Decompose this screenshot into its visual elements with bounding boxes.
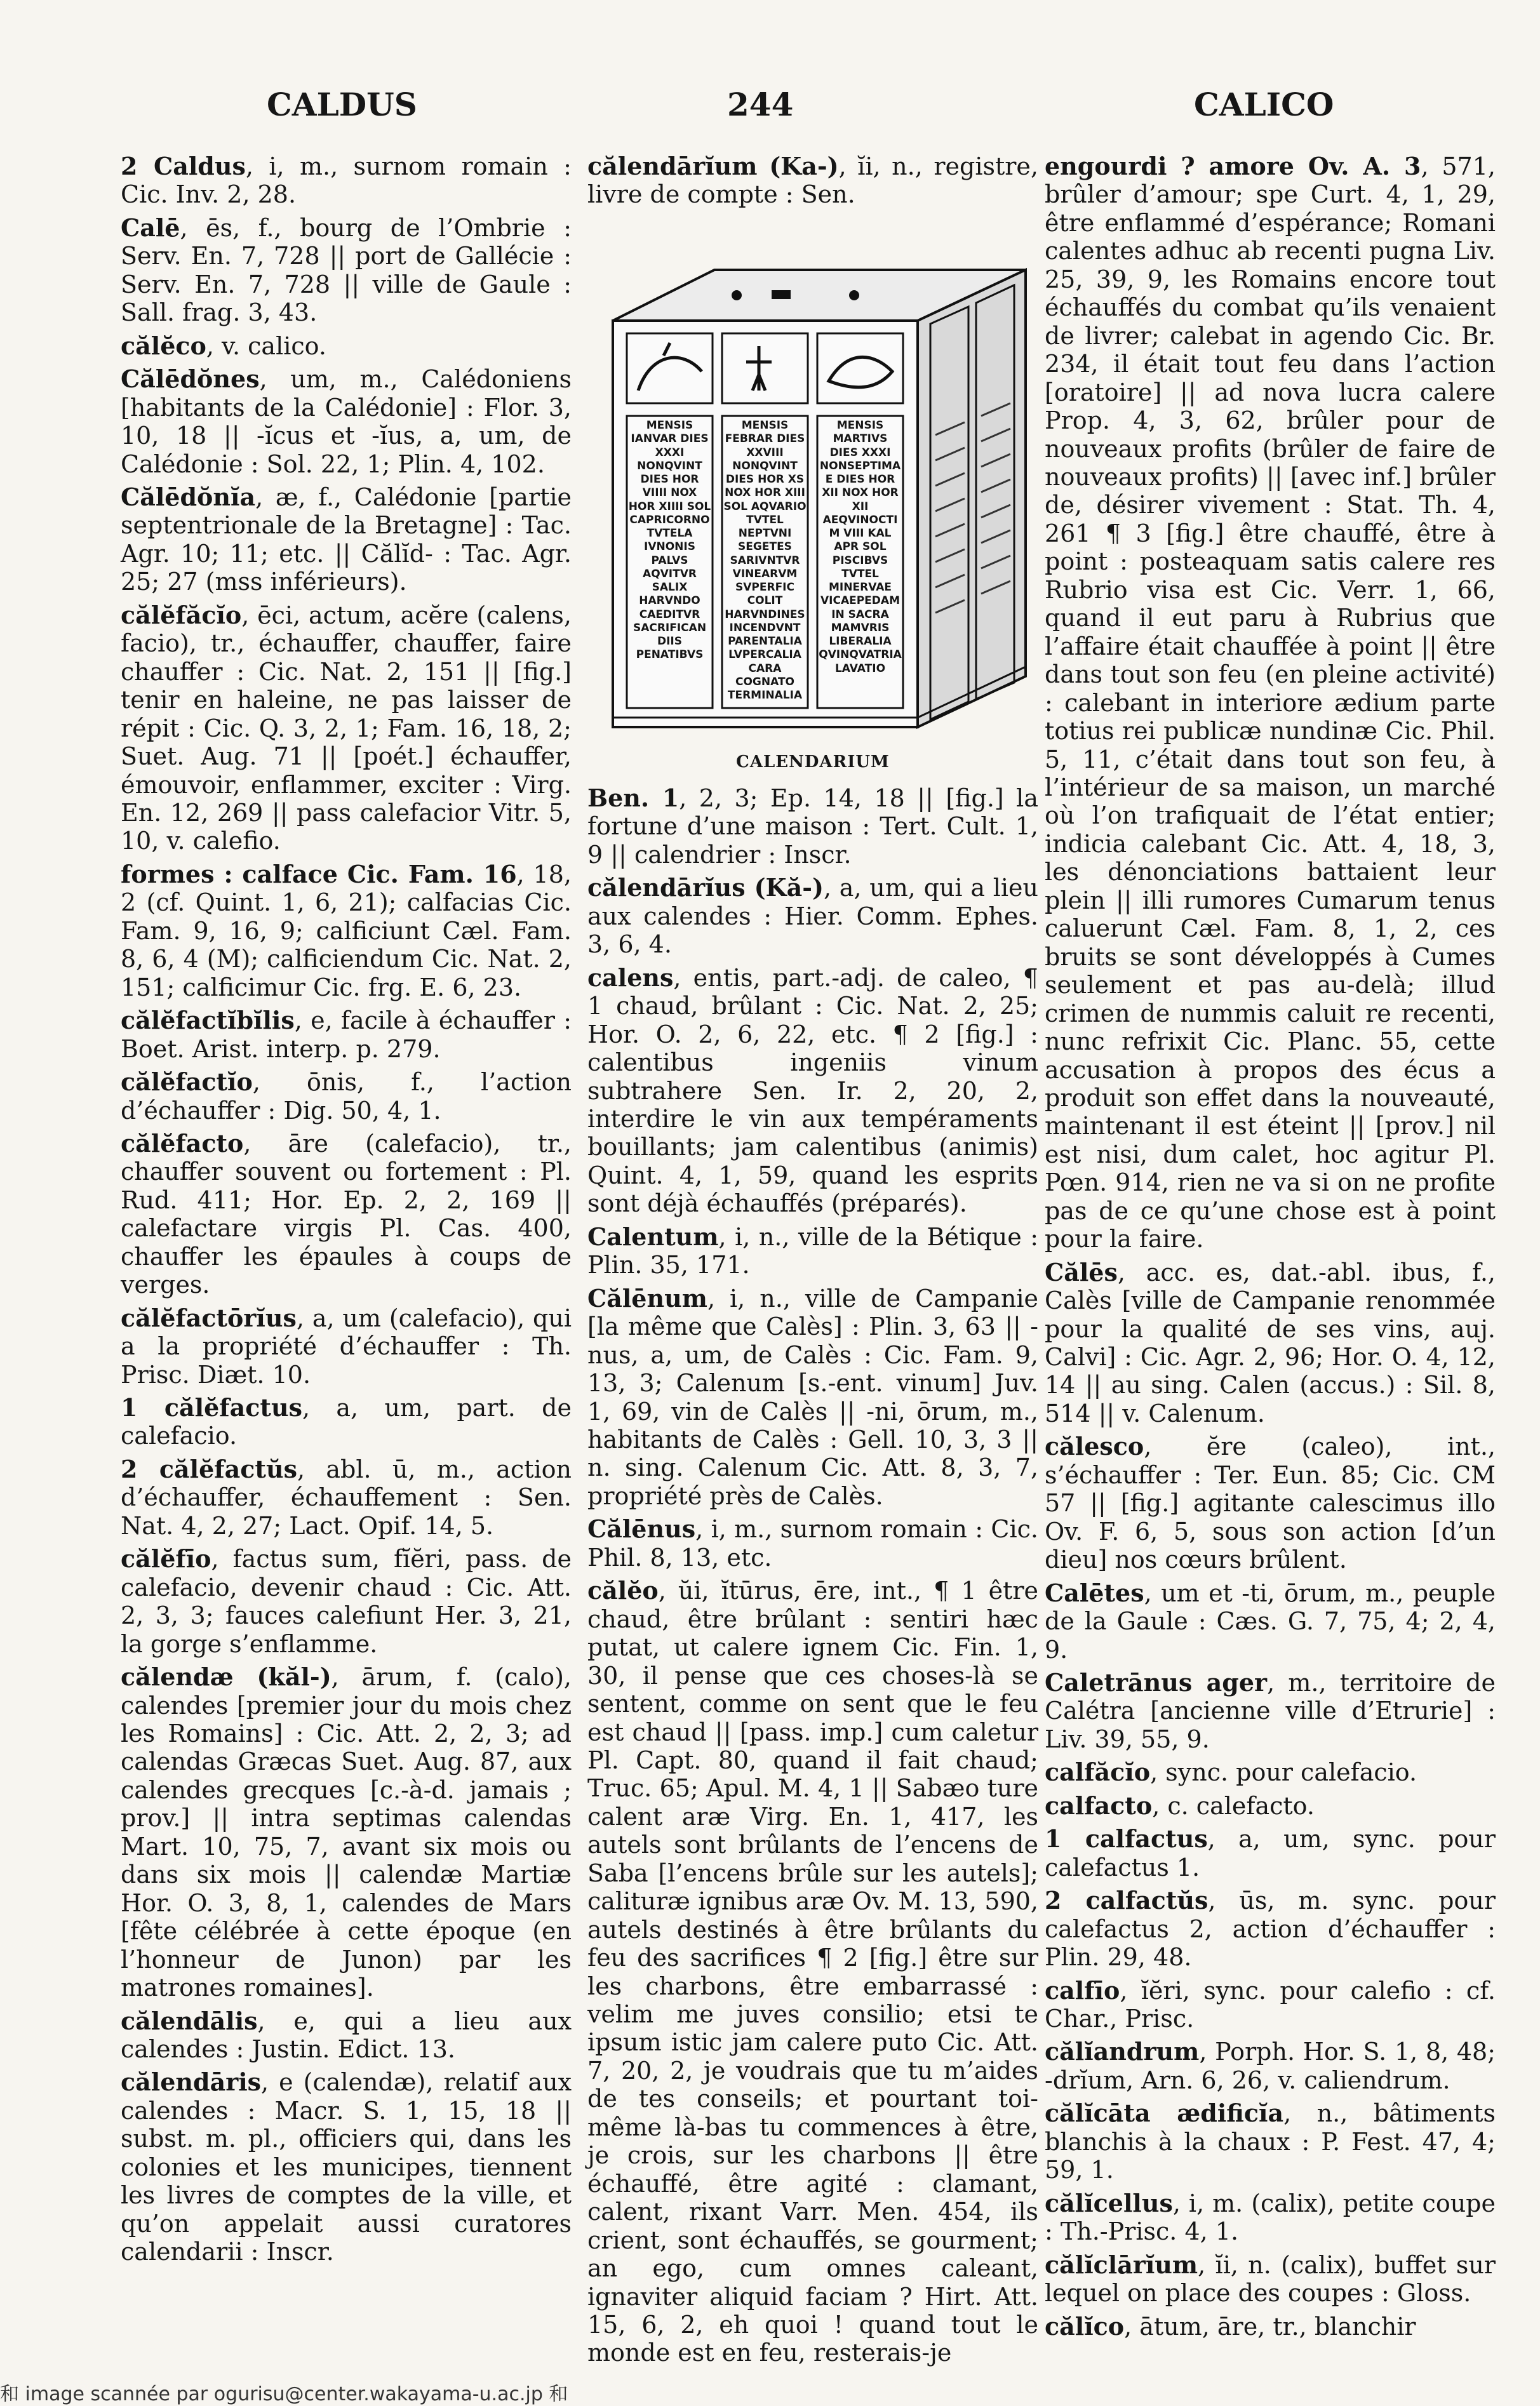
dictionary-entry: Călēnum, i, n., ville de Campanie [la même que Calès] : Plin. 3, 63 || -nus, a, um, de Calès : Cic. Fam. 9, 13, 3; Calenum [s.-ent. vinum] Juv. 1, 69, vin de Calès || -ni, ōrum, m., habitants de Calès : Gell. 10, 3, 3 || n. sing. Calenum Cic. Att. 8, 3, 7, propriété près de Calès. (587, 1283, 1038, 1510)
dictionary-entry: călendārĭum (Ka-), ĭi, n., registre, livre de compte : Sen. (587, 152, 1038, 209)
running-header (0, 86, 1540, 137)
month-panel-january: MENSIS IANVAR DIES XXXI NONQVINT DIES HOR VIIII NOX HOR XIIII SOL CAPRICORNO TVTELA IVNONIS PALVS AQVITVR SALIX HARVNDO CAEDITVR SACRIFICAN DIIS PENATIBVS (628, 419, 711, 662)
dictionary-entry: călĭcāta ædificĭa, n., bâtiments blanchis à la chaux : P. Fest. 47, 4; 59, 1. (1045, 2099, 1496, 2184)
dictionary-entry: călĕfactĭo, ōnis, f., l’action d’échauffer : Dig. 50, 4, 1. (121, 1067, 572, 1125)
dictionary-entry: călĕfīo, factus sum, fĭĕri, pass. de calefacio, devenir chaud : Cic. Att. 2, 3, 3; fauces calefiunt Her. 3, 21, la gorge s’enflamme. (121, 1544, 572, 1658)
dictionary-entry: calfacto, c. calefacto. (1045, 1791, 1315, 1820)
dictionary-entry: călĭclārĭum, ĭi, n. (calix), buffet sur lequel on place des coupes : Gloss. (1045, 2250, 1496, 2308)
dictionary-entry: călĭcellus, i, m. (calix), petite coupe : Th.-Prisc. 4, 1. (1045, 2188, 1496, 2246)
column-left (121, 152, 572, 2271)
scan-credit-footer: 和 image scannée par ogurisu@center.wakayama-u.ac.jp 和 (0, 2383, 568, 2405)
dictionary-entry: Călēnus, i, m., surnom romain : Cic. Phil. 8, 13, etc. (587, 1514, 1038, 1572)
month-panel-march: MENSIS MARTIVS DIES XXXI NONSEPTIMAE DIES HOR XII NOX HOR XII AEQVINOCTIM VIII KAL APR SOL PISCIBVS TVTEL MINERVAE VICAEPEDAMIN SACRA MAMVRIS LIBERALIA QVINQVATRIA LAVATIO (819, 419, 902, 675)
dictionary-entry: Călēdŏnes, um, m., Calédoniens [habitants de la Calédonie] : Flor. 3, 10, 18 || -ĭcus et -ĭus, a, um, de Calédonie : Sol. 22, 1; Plin. 4, 102. (121, 364, 572, 478)
dictionary-entry: Călēs, acc. es, dat.-abl. ibus, f., Calès [ville de Campanie renommée pour la qualité de ses vins, auj. Calvi] : Cic. Agr. 2, 96; Hor. O. 4, 12, 14 || au sing. Calen (accus.) : Sil. 8, 514 || v. Calenum. (1045, 1257, 1496, 1427)
dictionary-entry: călendārĭus (Kă-), a, um, qui a lieu aux calendes : Hier. Comm. Ephes. 3, 6, 4. (587, 873, 1039, 959)
dictionary-entry: călĕfactōrĭus, a, um (calefacio), qui a la propriété d’échauffer : Th. Prisc. Diæt. 10. (121, 1303, 572, 1389)
dictionary-entry: călendāris, e (calendæ), relatif aux calendes : Macr. S. 1, 15, 18 || subst. m. pl., officiers qui, dans les colonies et les municipes, tiennent les livres de comptes de la ville, et qu’on appelait aussi curatores calendarii : Inscr. (121, 2068, 572, 2266)
column-middle-top (587, 152, 1038, 214)
header-first-word: CALDUS (267, 86, 417, 123)
column-middle (587, 784, 1038, 2372)
column-right (1045, 152, 1496, 2346)
dictionary-entry: Calētes, um et -ti, ōrum, m., peuple de la Gaule : Cæs. G. 7, 75, 4; 2, 4, 9. (1045, 1578, 1496, 1664)
page-number: 244 (727, 86, 794, 123)
dictionary-entry: 2 Caldus, i, m., surnom romain : Cic. Inv. 2, 28. (121, 152, 572, 209)
dictionary-entry: 1 calfactus, a, um, sync. pour calefactus 1. (1045, 1824, 1496, 1881)
dictionary-entry: Calentum, i, n., ville de la Bétique : Plin. 35, 171. (587, 1222, 1038, 1280)
dictionary-entry: Călēdŏnĭa, æ, f., Calédonie [partie septentrionale de la Bretagne] : Tac. Agr. 10; 11; etc. || Călĭd- : Tac. Agr. 25; 27 (mss inférieurs). (121, 482, 572, 596)
dictionary-entry: călĕfactĭbĭlis, e, facile à échauffer : Boet. Arist. interp. p. 279. (121, 1006, 572, 1063)
dictionary-entry: călendæ (kăl-), ārum, f. (calo), calendes [premier jour du mois chez les Romains] : Cic. Att. 2, 2, 3; ad calendas Græcas Suet. Aug. 87, aux calendes grecques [c.-à-d. jamais ; prov.] || intra septimas calendas Mart. 10, 75, 7, avant six mois ou dans six mois || calendæ Martiæ Hor. O. 3, 8, 1, calendes de Mars [fête célébrée à cette époque (en l’honneur de Junon) par les matrones romaines]. (121, 1662, 572, 2002)
dictionary-entry: 2 călĕfactŭs, abl. ū, m., action d’échauffer, échauffement : Sen. Nat. 4, 2, 27; Lact. Opif. 14, 5. (121, 1454, 572, 1540)
dictionary-entry: călĕco, v. calico. (121, 331, 326, 360)
dictionary-entry: călesco, ĕre (caleo), int., s’échauffer : Ter. Eun. 85; Cic. CM 57 || [fig.] agitante calescimus illo Ov. F. 6, 5, sous son action [d’un dieu] nos cœurs brûlent. (1045, 1432, 1496, 1574)
dictionary-entry: călĕfăcĭo, ēci, actum, acĕre (calens, facio), tr., échauffer, chauffer, faire chauffer : Cic. Nat. 2, 151 || [fig.] tenir en haleine, ne pas laisser de répit : Cic. Q. 3, 2, 1; Fam. 16, 18, 2; Suet. Aug. 71 || [poét.] échauffer, émouvoir, enflammer, exciter : Virg. En. 12, 269 || pass calefacior Vitr. 5, 10, v. calefio. (121, 600, 572, 855)
dictionary-entry: engourdi ? amore Ov. A. 3, 571, brûler d’amour; spe Curt. 4, 1, 29, être enflammé d’espérance; Romani calentes adhuc ab recenti pugna Liv. 25, 39, 9, les Romains encore tout échauffés du combat qu’ils venaient de livrer; calebat in agendo Cic. Br. 234, il était tout feu dans l’action [oratoire] || ad nova lucra calere Prop. 4, 3, 62, brûler pour de nouveaux profits (brûler de faire de nouveaux profits) || [avec inf.] brûler de, désirer vivement : Stat. Th. 4, 261 ¶ 3 [fig.] être chauffé, être à point : posteaquam satis calere res Rubrio visa est Cic. Verr. 1, 66, quand il eut paru à Rubrius que l’affaire était chauffée à point || être dans tout son feu (en pleine activité) : calebant in interiore ædium parte totius rei publicæ nundinæ Cic. Phil. 5, 11, c’était dans tout son feu, à l’intérieur de sa maison, un marché où l’on trafiquait de l’état entier; indicia calebant Cic. Att. 4, 18, 3, les dénonciations battaient leur plein || illi rumores Cumarum tenus caluerunt Cæl. Fam. 8, 1, 2, ces bruits se sont développés à Cumes seulement et pas au-delà; illud crimen de nummis caluit re recenti, nunc refrixit Cic. Planc. 55, cette accusation à propos des écus a produit son effet dans la nouveauté, maintenant il est éteint || [prov.] nil est nisi, dum calet, hoc agitur Pl. Pœn. 914, rien ne va si on ne profite pas de ce qu’une chose est à point pour la faire. (1045, 152, 1496, 1253)
dictionary-entry: 2 calfactŭs, ūs, m. sync. pour calefactus 2, action d’échauffer : Plin. 29, 48. (1045, 1886, 1496, 1972)
dictionary-entry: calens, entis, part.-adj. de caleo, ¶ 1 chaud, brûlant : Cic. Nat. 2, 25; Hor. O. 2, 6, 22, etc. ¶ 2 [fig.] : calentibus ingeniis vinum subtrahere Sen. Ir. 2, 20, 2, interdire le vin aux tempéraments bouillants; jam calentibus (animis) Quint. 4, 1, 59, quand les esprits sont déjà échauffés (préparés). (587, 963, 1038, 1218)
calendarium-drawing (587, 244, 1038, 746)
dictionary-entry: calfīo, ĭĕri, sync. pour calefio : cf. Char., Prisc. (1045, 1975, 1496, 2033)
dictionary-entry: Ben. 1, 2, 3; Ep. 14, 18 || [fig.] la fortune d’une maison : Tert. Cult. 1, 9 || calendrier : Inscr. (587, 784, 1038, 869)
dictionary-entry: călendālis, e, qui a lieu aux calendes : Justin. Edict. 13. (121, 2006, 572, 2063)
dictionary-entry: Caletrānus ager, m., territoire de Calétra [ancienne ville d’Etrurie] : Liv. 39, 55, 9. (1045, 1668, 1496, 1753)
dictionary-entry: călĭandrum, Porph. Hor. S. 1, 8, 48; -drĭum, Arn. 6, 26, v. caliendrum. (1045, 2037, 1496, 2094)
dictionary-entry: formes : calface Cic. Fam. 16, 18, 2 (cf. Quint. 1, 6, 21); calfacias Cic. Fam. 9, 16, 9; calficiunt Cæl. Fam. 8, 6, 4 (M); calficiendum Cic. Nat. 2, 151; calficimur Cic. frg. E. 6, 23. (121, 859, 572, 1001)
dictionary-entry: calfăcĭo, sync. pour calefacio. (1045, 1758, 1417, 1787)
dictionary-entry: călĭco, ātum, āre, tr., blanchir (1045, 2311, 1416, 2341)
dictionary-entry: 1 călĕfactus, a, um, part. de calefacio. (121, 1393, 572, 1450)
dictionary-entry: călĕfacto, āre (calefacio), tr., chauffer souvent ou fortement : Pl. Rud. 411; Hor. Ep. 2, 2, 169 || calefactare virgis Pl. Cas. 400, chauffer les épaules à coups de verges. (121, 1128, 572, 1299)
calendarium-illustration (587, 244, 1038, 791)
figure-caption: CALENDARIUM (736, 752, 890, 772)
header-last-word: CALICO (1194, 86, 1334, 123)
month-panel-february: MENSIS FEBRAR DIES XXVIII NONQVINT DIES HOR XS NOX HOR XIII SOL AQVARIO TVTEL NEPTVNI SEGETES SARIVNTVR VINEARVM SVPERFIC COLIT HARVNDINES INCENDVNT PARENTALIA LVPERCALIA CARA COGNATO TERMINALIA (723, 419, 807, 702)
dictionary-entry: Calē, ēs, f., bourg de l’Ombrie : Serv. En. 7, 728 || port de Gallécie : Serv. En. 7, 728 || ville de Gaule : Sall. frag. 3, 43. (121, 213, 572, 327)
dictionary-entry: călĕo, ŭi, ĭtūrus, ēre, int., ¶ 1 être chaud, être brûlant : sentiri hæc putat, ut calere ignem Cic. Fin. 1, 30, il pense que ces choses-là se sentent, comme on sent que le feu est chaud || [pass. imp.] cum caletur Pl. Capt. 80, quand il fait chaud; Truc. 65; Apul. M. 4, 1 || Sabæo ture calent aræ Virg. En. 1, 417, les autels sont brûlants de l’encens de Saba [l’encens brûle sur les autels]; calituræ ignibus aræ Ov. M. 13, 590, autels destinés à être brûlants du feu des sacrifices ¶ 2 [fig.] être sur les charbons, être embarrassé : velim me juves consilio; etsi te ipsum istic jam calere puto Cic. Att. 7, 20, 2, je voudrais que tu m’aides de tes conseils; et pourtant toi-même là-bas tu commences à être, je crois, sur les charbons || être échauffé, être agité : clamant, calent, rixant Varr. Men. 454, ils crient, sont échauffés, se gourment; an ego, cum omnes caleant, ignaviter aliquid faciam ? Hirt. Att. 15, 6, 2, eh quoi ! quand tout le monde est en feu, resterais-je (587, 1576, 1038, 2367)
